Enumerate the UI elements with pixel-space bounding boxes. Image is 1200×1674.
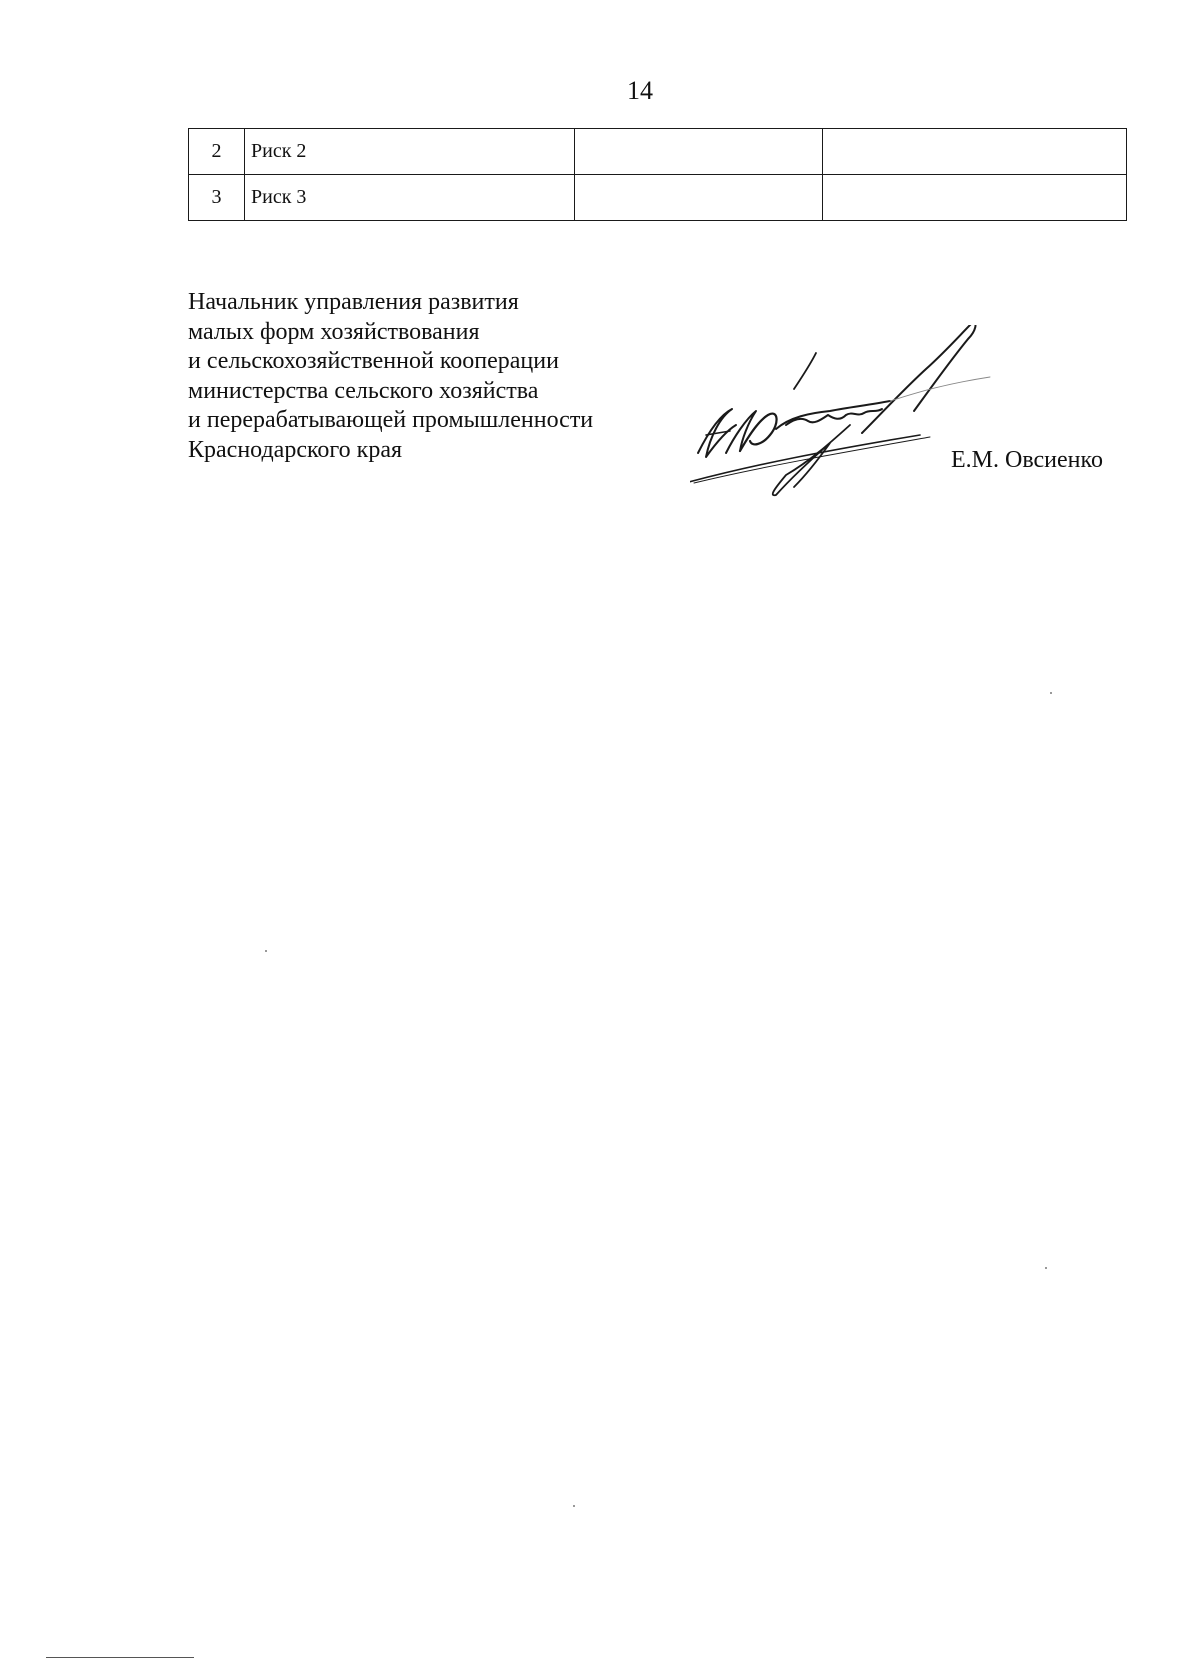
signatory-position: [188, 288, 593, 465]
scan-speck: [265, 950, 267, 952]
risk-name: Риск 2: [245, 129, 575, 175]
table-row: [189, 129, 1127, 175]
position-line: и перерабатывающей промышленности: [188, 407, 594, 433]
position-line: малых форм хозяйствования: [188, 318, 480, 345]
row-number: 3: [189, 175, 245, 221]
page-number: 14: [627, 76, 653, 105]
scan-speck: [1045, 1267, 1047, 1269]
signer-name: Е.М. Овсиенко: [951, 447, 1103, 473]
handwritten-signature: [690, 325, 1060, 515]
position-line: Начальник управления развития: [188, 289, 519, 315]
table-cell: [823, 175, 1127, 221]
table-cell: [823, 129, 1127, 175]
position-line: и сельскохозяйственной кооперации: [188, 348, 559, 374]
row-number: 2: [189, 129, 245, 175]
position-line: министерства сельского хозяйства: [188, 377, 539, 404]
risk-name: Риск 3: [245, 175, 575, 221]
table-cell: [575, 129, 823, 175]
scan-speck: [1050, 692, 1052, 694]
table-cell: [575, 175, 823, 221]
table-row: [189, 175, 1127, 221]
risk-table: [188, 128, 1127, 221]
scan-artifact-line: [46, 1657, 194, 1658]
scan-speck: [573, 1505, 575, 1507]
position-line: Краснодарского края: [188, 436, 403, 463]
